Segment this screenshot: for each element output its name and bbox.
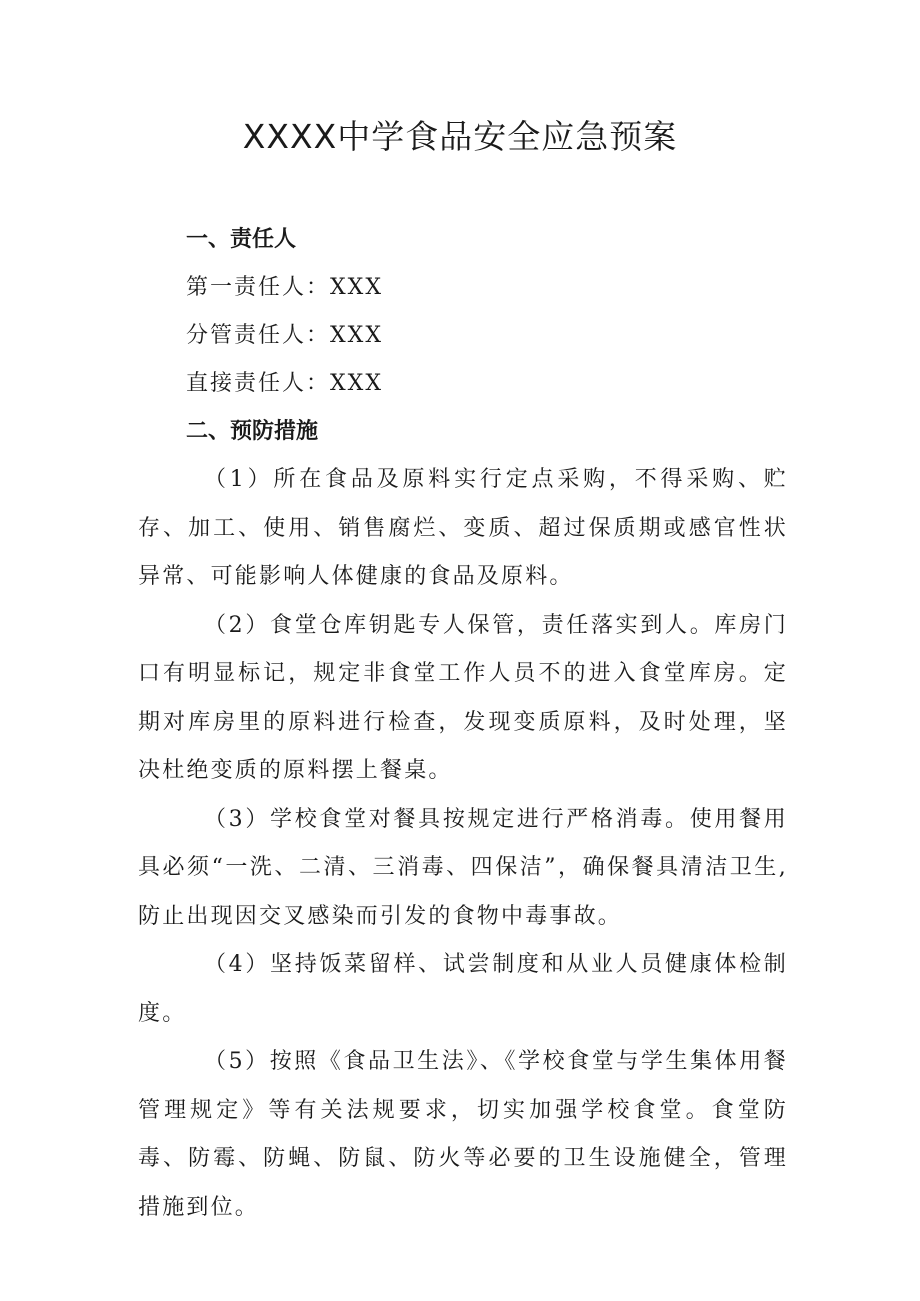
measure-paragraph-1: （1）所在食品及原料实行定点采购，不得采购、贮存、加工、使用、销售腐烂、变质、超过保质期或感官性状异常、可能影响人体健康的食品及原料。 <box>138 467 788 589</box>
responsible-direct: 直接责任人：XXX <box>186 371 383 396</box>
document-title: XXXX中学食品安全应急预案 <box>242 117 678 156</box>
section-heading-responsible: 一、责任人 <box>186 227 297 252</box>
document-body <box>138 216 788 1232</box>
measure-paragraph-5: （5）按照《食品卫生法》、《学校食堂与学生集体用餐管理规定》等有关法规要求，切实加强学校食堂。食堂防毒、防霉、防蝇、防鼠、防火等必要的卫生设施健全，管理措施到位。 <box>138 1049 788 1220</box>
section-heading-prevention: 二、预防措施 <box>186 419 319 444</box>
measure-paragraph-3: （3）学校食堂对餐具按规定进行严格消毒。使用餐用具必须“一洗、二清、三消毒、四保洁”，确保餐具清洁卫生,防止出现因交叉感染而引发的食物中毒事故。 <box>138 806 788 929</box>
responsible-first: 第一责任人：XXX <box>186 275 383 300</box>
measure-paragraph-4: （4）坚持饭菜留样、试尝制度和从业人员健康体检制度。 <box>138 952 788 1026</box>
measure-paragraph-2: （2）食堂仓库钥匙专人保管，责任落实到人。库房门口有明显标记，规定非食堂工作人员不的进入食堂库房。定期对库房里的原料进行检查，发现变质原料，及时处理，坚决杜绝变质的原料摆上餐桌。 <box>138 612 788 783</box>
responsible-supervising: 分管责任人：XXX <box>186 323 383 348</box>
